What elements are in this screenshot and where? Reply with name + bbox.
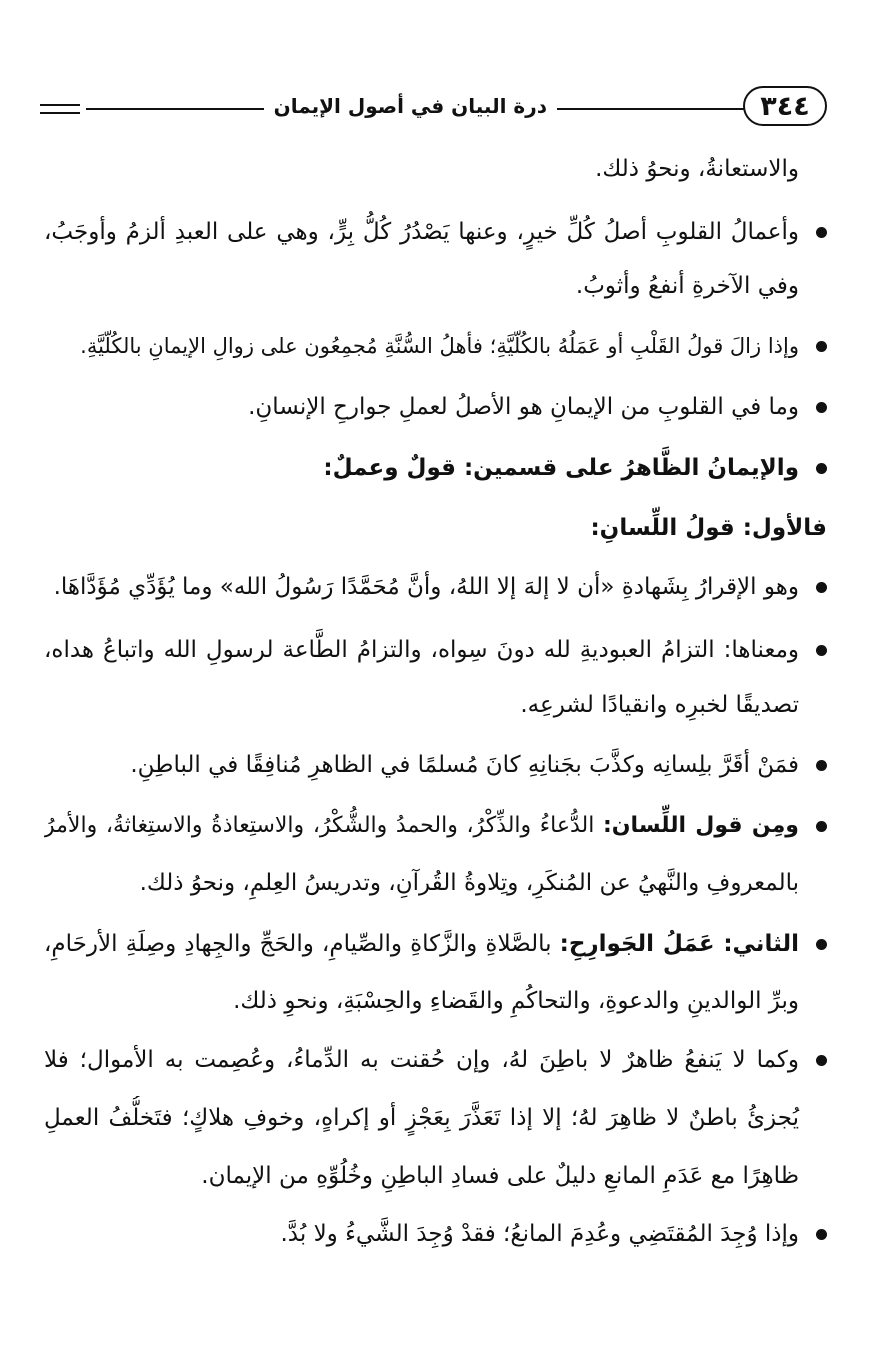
bullet-line — [44, 565, 827, 609]
bullet-marker — [816, 1229, 827, 1240]
line-text: والإيمانُ الظَّاهرُ على قسمين: قولٌ وعملٌ: — [323, 455, 799, 481]
line-text: ومِن قول اللِّسان: الدُّعاءُ والذِّكْرُ، والحمدُ والشُّكْرُ، والاستِعاذةُ والاستِغاثةُ، والأمرُ — [44, 813, 799, 838]
line-text: وأعمالُ القلوبِ أصلُ كُلِّ خيرٍ، وعنها يَصْدُرُ كُلُّ بِرٍّ، وهي على العبدِ ألزمُ وأوجَبُ، — [44, 219, 799, 245]
bullet-marker — [816, 939, 827, 950]
line-text: يُجزئُ باطنٌ لا ظاهِرَ لهُ؛ إلا إذا تَعَذَّرَ بِعَجْزٍ أو إكراهٍ، وخوفِ هلاكٍ؛ فتَخلُّفُ العملِ — [44, 1105, 799, 1131]
bullet-marker — [816, 463, 827, 474]
bullet-marker — [816, 402, 827, 413]
bold-prefix: الثاني: عَمَلُ الجَوارِحِ: — [559, 931, 799, 957]
line-text: بالمعروفِ والنَّهيُ عن المُنكَرِ، وتِلاوةُ القُرآنِ، وتدريسُ العِلمِ، ونحوُ ذلك. — [139, 870, 799, 896]
text-line — [44, 683, 827, 727]
line-text: فالأول: قولُ اللِّسانِ: — [590, 515, 827, 541]
bullet-marker — [816, 227, 827, 238]
text-line — [44, 264, 827, 308]
text-line — [44, 147, 827, 191]
line-text: وكما لا يَنفعُ ظاهرٌ لا باطِنَ لهُ، وإن حُقنت به الدِّماءُ، وعُصِمت به الأموال؛ فلا — [44, 1047, 799, 1073]
line-text: وما في القلوبِ من الإيمانِ هو الأصلُ لعملِ جوارحِ الإنسانِ. — [248, 394, 799, 420]
bullet-line — [44, 628, 827, 672]
bold-prefix: ومِن قول اللِّسان: — [602, 813, 799, 838]
line-text: الثاني: عَمَلُ الجَوارِحِ: بالصَّلاةِ والزَّكاةِ والصِّيامِ، والحَجِّ والجِهادِ وصِلَةِ الأرحَامِ، — [44, 931, 799, 957]
bullet-marker — [816, 582, 827, 593]
line-text: ومعناها: التزامُ العبوديةِ لله دونَ سِواه، والتزامُ الطَّاعة لرسولِ الله واتباعُ هداه، — [44, 637, 799, 663]
bullet-line — [44, 922, 827, 966]
line-text: وإذا زالَ قولُ القَلْبِ أو عَمَلُهُ بالكُلّيَّةِ؛ فأهلُ السُّنَّةِ مُجمِعُون على زوالِ الإيمانِ بالكُلّيَّةِ. — [80, 334, 799, 358]
line-text: وفي الآخرةِ أنفعُ وأثوبُ. — [575, 273, 799, 299]
bullet-line — [44, 743, 827, 787]
line-text: وهو الإقرارُ بِشَهادةِ «أن لا إلهَ إلا اللهُ، وأنَّ مُحَمَّدًا رَسُولُ الله» وما يُؤَدِّي مُؤَدَّاهَا. — [53, 574, 799, 600]
text-line — [44, 1096, 827, 1140]
bullet-line — [44, 385, 827, 429]
bullet-line — [44, 1038, 827, 1082]
bullet-line — [44, 446, 827, 490]
line-text: والاستعانةُ، ونحوُ ذلك. — [595, 156, 799, 182]
bullet-line — [44, 1212, 827, 1256]
bullet-line — [44, 210, 827, 254]
bullet-marker — [816, 645, 827, 656]
page-header — [40, 80, 827, 136]
header-end-ornament — [40, 104, 80, 114]
bullet-marker — [816, 821, 827, 832]
bullet-line — [44, 324, 827, 368]
text-line — [44, 861, 827, 905]
text-line — [44, 979, 827, 1023]
bullet-marker — [816, 341, 827, 352]
running-title: درة البيان في أصول الإيمان — [264, 94, 557, 118]
line-text: ظاهِرًا مع عَدَمِ المانعِ دليلٌ على فسادِ الباطِنِ وخُلُوِّهِ من الإيمان. — [201, 1163, 799, 1189]
bullet-marker — [816, 760, 827, 771]
bullet-line — [44, 804, 827, 848]
line-text: فمَنْ أقَرَّ بلِسانِه وكذَّبَ بجَنانِهِ كانَ مُسلمًا في الظاهرِ مُنافِقًا في الباطِنِ. — [130, 752, 799, 778]
text-line — [44, 1154, 827, 1198]
section-heading — [44, 506, 827, 550]
line-text: وإذا وُجِدَ المُقتَضِي وعُدِمَ المانعُ؛ فقدْ وُجِدَ الشَّيءُ ولا بُدَّ. — [280, 1221, 799, 1247]
page-number: ٣٤٤ — [743, 86, 827, 126]
line-text: وبرِّ الوالدينِ والدعوةِ، والتحاكُمِ والقَضاءِ والحِسْبَةِ، ونحوِ ذلك. — [233, 988, 799, 1014]
bullet-marker — [816, 1055, 827, 1066]
line-text: تصديقًا لخبرِه وانقيادًا لشرعِه. — [520, 692, 799, 718]
